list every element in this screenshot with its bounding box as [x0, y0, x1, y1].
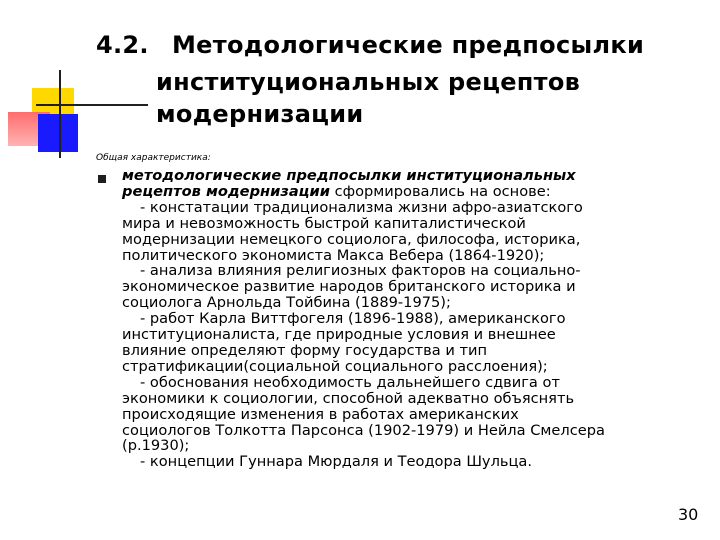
body-line: - работ Карла Виттфогеля (1896-1988), американского — [140, 310, 566, 328]
body-line: модернизации немецкого социолога, философа, историка, — [122, 230, 581, 248]
bullet-text — [122, 168, 682, 470]
body-line: - констатации традиционализма жизни афро-азиатского — [140, 198, 583, 216]
bullet-emphasis-line-1: методологические предпосылки институциональных — [122, 167, 576, 184]
square-bullet-icon — [98, 175, 106, 183]
bullet-line-2-rest: сформировались на основе: — [329, 182, 551, 200]
horizontal-line — [36, 104, 148, 106]
bullet-emphasis-line-2: рецептов модернизации — [122, 182, 330, 200]
body-line: стратификации(социальной социального расслоения); — [122, 357, 548, 375]
body-line: институционалиста, где природные условия и внешнее — [122, 326, 556, 344]
body-line: социолога Арнольда Тойбина (1889-1975); — [122, 294, 451, 312]
vertical-line — [59, 70, 61, 158]
title-line-2: институциональных рецептов — [156, 68, 581, 96]
body-line: мира и невозможность быстрой капиталистической — [122, 214, 526, 232]
page-number: 30 — [678, 505, 699, 524]
title-line-3: модернизации — [156, 100, 364, 128]
blue-square — [38, 114, 78, 152]
subheading: Общая характеристика: — [96, 153, 211, 163]
body-line: экономики к социологии, способной адекватно объяснять — [122, 389, 575, 407]
body-line: - анализа влияния религиозных факторов на социально- — [140, 262, 581, 280]
body-line: социологов Толкотта Парсонса (1902-1979) и Нейла Смелсера — [122, 421, 605, 439]
body-line: происходящие изменения в работах американских — [122, 405, 519, 423]
body-line: (р.1930); — [122, 437, 190, 455]
body-line: - концепции Гуннара Мюрдаля и Теодора Шульца. — [140, 453, 533, 471]
bullet-line-2 — [122, 184, 682, 200]
body-line: - обоснования необходимость дальнейшего сдвига от — [140, 373, 560, 391]
body-line: влияние определяют форму государства и тип — [122, 341, 488, 359]
title-number: 4.2. — [96, 31, 149, 59]
body-line: политического экономиста Макса Вебера (1864-1920); — [122, 246, 545, 264]
title-line-1: Методологические предпосылки — [172, 31, 645, 59]
body-line: экономическое развитие народов британского историка и — [122, 278, 576, 296]
